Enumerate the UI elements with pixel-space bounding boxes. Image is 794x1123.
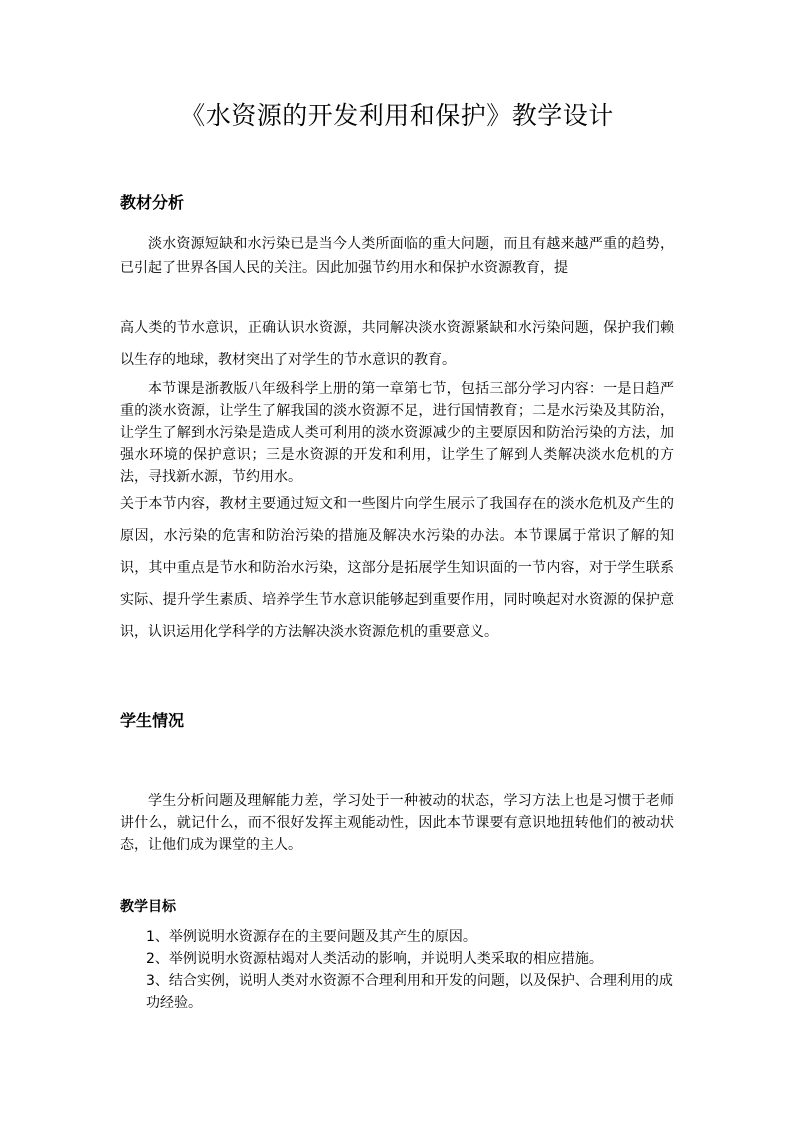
objective-item-3: 3、结合实例，说明人类对水资源不合理利用和开发的问题，以及保护、合理利用的成功经验。 <box>146 973 673 1011</box>
material-paragraph-3: 关于本节内容，教材主要通过短文和一些图片向学生展示了我国存在的淡水危机及产生的原因，水污染的危害和防治污染的措施及解决水污染的办法。本节课属于常识了解的知识，其中重点是节水和防治水污染，这部分是拓展学生知识面的一节内容，对于学生联系实际、提升学生素质、培养学生节水意识能够起到重要作用，同时唤起对水资源的保护意识，认识运用化学科学的方法解决淡水资源危机的重要意义。 <box>120 496 674 640</box>
material-paragraph-1b: 高人类的节水意识，正确认识水资源，共同解决淡水资源紧缺和水污染问题，保护我们赖以生存的地球，教材突出了对学生的节水意识的教育。 <box>120 320 674 368</box>
material-paragraph-2: 本节课是浙教版八年级科学上册的第一章第七节，包括三部分学习内容：一是日趋严重的淡水资源，让学生了解我国的淡水资源不足，进行国情教育；二是水污染及其防治，让学生了解到水污染是造成人类可利用的淡水资源减少的主要原因和防治污染的方法，加强水环境的保护意识；三是水资源的开发和利用，让学生了解到人类解决淡水危机的方法，寻找新水源，节约用水。 <box>120 381 674 485</box>
material-paragraph-1a: 淡水资源短缺和水污染已是当今人类所面临的重大问题，而且有越来越严重的趋势，已引起了世界各国人民的关注。因此加强节约用水和保护水资源教育，提 <box>120 236 674 276</box>
students-paragraph-1: 学生分析问题及理解能力差，学习处于一种被动的状态，学习方法上也是习惯于老师讲什么，就记什么，而不很好发挥主观能动性，因此本节课要有意识地扭转他们的被动状态，让他们成为课堂的主人。 <box>120 793 674 853</box>
objective-item-1: 1、举例说明水资源存在的主要问题及其产生的原因。 <box>146 929 477 945</box>
heading-student-situation: 学生情况 <box>120 711 185 730</box>
objective-item-2: 2、举例说明水资源枯竭对人类活动的影响，并说明人类采取的相应措施。 <box>146 951 603 967</box>
heading-material-analysis: 教材分析 <box>120 193 185 212</box>
objectives-list <box>146 926 676 1014</box>
heading-teaching-objectives: 教学目标 <box>120 899 176 915</box>
document-title: 《水资源的开发利用和保护》教学设计 <box>180 101 614 130</box>
